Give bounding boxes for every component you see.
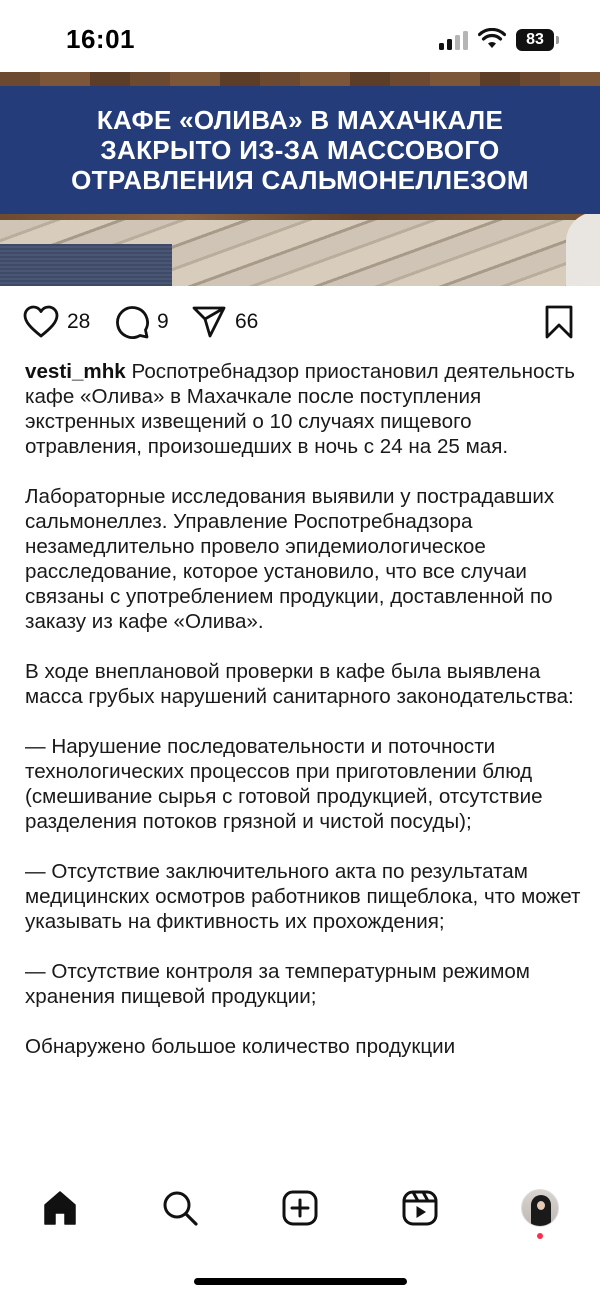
- caption-paragraph: [25, 359, 581, 459]
- caption-paragraph: — Отсутствие контроля за температурным режимом хранения пищевой продукции;: [25, 960, 530, 1008]
- create-icon[interactable]: [280, 1188, 320, 1228]
- caption-text: Роспотребнадзор приостановил деятельность кафе «Олива» в Махачкале после поступления экстренных извещений о 10 случаях пищевого отравления, произошедших в ночь с 24 на 25 мая.: [25, 360, 575, 458]
- caption-paragraph: — Нарушение последовательности и поточности технологических процессов при приготовлении блюд (смешивание сырья с готовой продукцией, отсутствие разделения потоков грязной и чистой посуды);: [25, 735, 543, 833]
- notification-dot: [537, 1233, 543, 1239]
- profile-avatar[interactable]: [521, 1189, 559, 1227]
- post-image[interactable]: [0, 72, 600, 286]
- search-icon[interactable]: [160, 1188, 200, 1228]
- signal-icon: [439, 30, 469, 50]
- post-caption: [25, 359, 581, 1084]
- door-mat: [0, 244, 172, 286]
- comment-icon[interactable]: [115, 305, 149, 339]
- battery-tip: [556, 36, 559, 44]
- like-count[interactable]: 28: [67, 310, 91, 333]
- home-icon[interactable]: [40, 1188, 80, 1228]
- headline-banner: [0, 86, 600, 214]
- wifi-icon: [478, 28, 506, 50]
- share-action[interactable]: [191, 304, 258, 340]
- home-indicator: [194, 1278, 407, 1285]
- caption-paragraph: Лабораторные исследования выявили у пострадавших сальмонеллез. Управление Роспотребнадзора незамедлительно провело эпидемиологическое расследование, которое установило, что все случаи связаны с употреблением продукции, доставленной по заказу из кафе «Олива».: [25, 485, 555, 633]
- comment-count[interactable]: 9: [157, 310, 169, 333]
- wall-corner: [566, 212, 600, 286]
- post-actions: [0, 296, 600, 348]
- avatar-face: [537, 1201, 545, 1210]
- caption-username[interactable]: vesti_mhk: [25, 360, 126, 383]
- bottom-nav: [0, 1170, 600, 1297]
- avatar-figure: [531, 1195, 551, 1227]
- share-count[interactable]: 66: [235, 310, 259, 333]
- caption-paragraph: — Отсутствие заключительного акта по результатам медицинских осмотров работников пищеблока, что может указывать на фиктивность их прохождения;: [25, 860, 581, 933]
- battery-icon: 83: [516, 29, 554, 51]
- heart-icon[interactable]: [23, 305, 59, 339]
- reels-icon[interactable]: [400, 1188, 440, 1228]
- like-action[interactable]: [23, 304, 90, 340]
- caption-paragraph: Обнаружено большое количество продукции: [25, 1035, 456, 1058]
- comment-action[interactable]: [115, 304, 169, 340]
- headline-text: КАФЕ «ОЛИВА» В МАХАЧКАЛЕ ЗАКРЫТО ИЗ-ЗА МАССОВОГО ОТРАВЛЕНИЯ САЛЬМОНЕЛЛЕЗОМ: [71, 105, 529, 195]
- door-top: [0, 72, 600, 86]
- status-bar: [0, 0, 600, 74]
- caption-paragraph: В ходе внеплановой проверки в кафе была выявлена масса грубых нарушений санитарного законодательства:: [25, 660, 574, 708]
- status-time: 16:01: [66, 24, 135, 54]
- bookmark-icon[interactable]: [543, 304, 575, 345]
- share-icon[interactable]: [191, 305, 227, 339]
